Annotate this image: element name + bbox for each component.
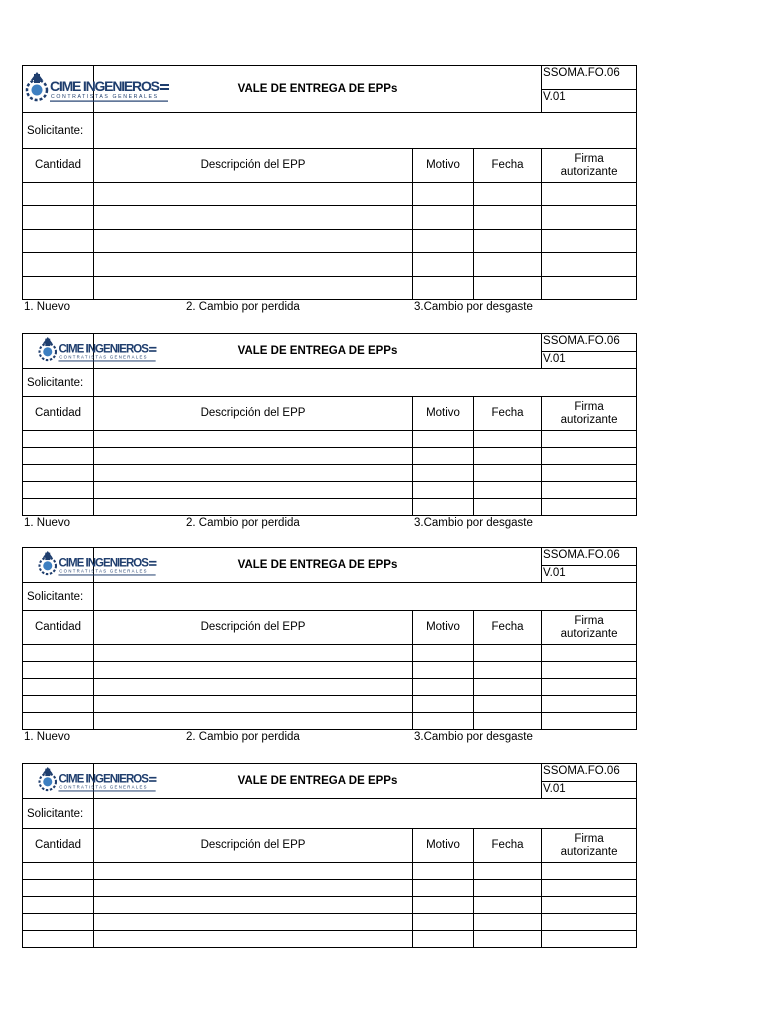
form-title: VALE DE ENTREGA DE EPPs (94, 764, 542, 799)
col-description: Descripción del EPP (94, 397, 413, 431)
cell-signature[interactable] (542, 880, 637, 897)
cell-reason[interactable] (413, 897, 474, 914)
cell-signature[interactable] (542, 679, 637, 696)
vale-table (22, 547, 637, 730)
vale-form-2 (22, 333, 636, 532)
col-reason: Motivo (413, 829, 474, 863)
table-row (23, 713, 637, 730)
logo-cell (23, 66, 159, 113)
requester-label: Solicitante: (23, 369, 94, 397)
col-date: Fecha (474, 611, 542, 645)
cell-signature[interactable] (542, 482, 637, 499)
col-date: Fecha (474, 397, 542, 431)
form-title: VALE DE ENTREGA DE EPPs (94, 66, 542, 113)
cell-description[interactable] (94, 431, 413, 448)
cell-signature[interactable] (542, 431, 637, 448)
cell-quantity[interactable] (23, 679, 94, 696)
form-code-text: SSOMA.FO.06 (543, 549, 620, 561)
table-row (23, 914, 637, 931)
vale-form-1 (22, 65, 636, 316)
form-code-text: SSOMA.FO.06 (543, 335, 620, 347)
table-row (23, 431, 637, 448)
cell-description[interactable] (94, 863, 413, 880)
col-signature-line1: Firma (574, 152, 604, 165)
table-row (23, 863, 637, 880)
cell-reason[interactable] (413, 696, 474, 713)
cell-date[interactable] (474, 482, 542, 499)
cell-date[interactable] (474, 880, 542, 897)
form-version-text: V.01 (543, 90, 566, 103)
cell-description[interactable] (94, 482, 413, 499)
cell-signature[interactable] (542, 696, 637, 713)
cell-reason[interactable] (413, 482, 474, 499)
col-signature (542, 829, 637, 863)
cell-quantity[interactable] (23, 499, 94, 516)
cell-signature[interactable] (542, 206, 637, 229)
col-signature-line2: autorizante (560, 165, 618, 178)
requester-label: Solicitante: (23, 583, 94, 611)
legend-option-2: 2. Cambio por perdida (186, 517, 300, 529)
cell-signature[interactable] (542, 931, 637, 948)
form-version (542, 351, 637, 369)
svg-text:CONTRATISTAS GENERALES: CONTRATISTAS GENERALES (51, 94, 159, 100)
cell-quantity[interactable] (23, 931, 94, 948)
cell-signature[interactable] (542, 183, 637, 206)
table-row (23, 253, 637, 276)
col-signature-line1: Firma (574, 614, 604, 627)
logo-cell (23, 548, 148, 583)
cell-signature[interactable] (542, 914, 637, 931)
cell-description[interactable] (94, 914, 413, 931)
cell-quantity[interactable] (23, 229, 94, 252)
cell-reason[interactable] (413, 499, 474, 516)
cell-quantity[interactable] (23, 465, 94, 482)
cell-quantity[interactable] (23, 482, 94, 499)
table-row (23, 448, 637, 465)
cell-reason[interactable] (413, 465, 474, 482)
form-version-text: V.01 (543, 566, 566, 579)
legend-option-2: 2. Cambio por perdida (186, 300, 300, 313)
col-signature-line1: Firma (574, 832, 604, 845)
form-version (542, 781, 637, 799)
vale-table (22, 763, 637, 948)
form-title: VALE DE ENTREGA DE EPPs (94, 548, 542, 583)
table-row (23, 206, 637, 229)
cell-reason[interactable] (413, 431, 474, 448)
requester-field[interactable] (94, 583, 637, 611)
col-signature (542, 611, 637, 645)
logo-cell (23, 764, 148, 799)
cell-date[interactable] (474, 499, 542, 516)
cell-date[interactable] (474, 253, 542, 276)
reason-legend (22, 730, 636, 746)
cell-quantity[interactable] (23, 897, 94, 914)
cell-reason[interactable] (413, 863, 474, 880)
cell-date[interactable] (474, 465, 542, 482)
cell-description[interactable] (94, 465, 413, 482)
cell-description[interactable] (94, 696, 413, 713)
cell-quantity[interactable] (23, 863, 94, 880)
requester-label: Solicitante: (23, 799, 94, 829)
cell-quantity[interactable] (23, 206, 94, 229)
form-version (542, 89, 637, 113)
form-code (542, 548, 637, 566)
cell-description[interactable] (94, 183, 413, 206)
svg-text:CONTRATISTAS GENERALES: CONTRATISTAS GENERALES (59, 784, 148, 790)
cell-description[interactable] (94, 897, 413, 914)
table-row (23, 662, 637, 679)
cell-reason[interactable] (413, 880, 474, 897)
cell-quantity[interactable] (23, 448, 94, 465)
cell-reason[interactable] (413, 679, 474, 696)
col-signature (542, 397, 637, 431)
col-signature-line2: autorizante (560, 845, 618, 858)
cell-signature[interactable] (542, 465, 637, 482)
col-signature-line1: Firma (574, 400, 604, 413)
cell-signature[interactable] (542, 253, 637, 276)
cell-date[interactable] (474, 229, 542, 252)
vale-table (22, 333, 637, 516)
cell-signature[interactable] (542, 229, 637, 252)
col-signature-line2: autorizante (560, 627, 618, 640)
company-logo (23, 72, 173, 106)
table-row (23, 465, 637, 482)
cell-description[interactable] (94, 645, 413, 662)
cell-date[interactable] (474, 662, 542, 679)
form-code-text: SSOMA.FO.06 (543, 765, 620, 777)
vale-form-3 (22, 547, 636, 746)
table-row (23, 679, 637, 696)
cell-description[interactable] (94, 448, 413, 465)
cell-date[interactable] (474, 431, 542, 448)
cell-quantity[interactable] (23, 431, 94, 448)
cell-reason[interactable] (413, 713, 474, 730)
col-reason: Motivo (413, 149, 474, 183)
cell-signature[interactable] (542, 499, 637, 516)
cell-reason[interactable] (413, 229, 474, 252)
reason-legend (22, 300, 636, 316)
form-version-text: V.01 (543, 782, 566, 795)
col-quantity: Cantidad (23, 611, 94, 645)
cell-date[interactable] (474, 931, 542, 948)
legend-option-1: 1. Nuevo (24, 517, 71, 529)
cell-quantity[interactable] (23, 696, 94, 713)
cell-description[interactable] (94, 662, 413, 679)
col-quantity: Cantidad (23, 149, 94, 183)
cell-reason[interactable] (413, 276, 474, 299)
form-version-text: V.01 (543, 352, 566, 365)
cell-date[interactable] (474, 914, 542, 931)
cell-reason[interactable] (413, 914, 474, 931)
requester-label: Solicitante: (23, 113, 94, 149)
cell-reason[interactable] (413, 206, 474, 229)
vale-form-4 (22, 763, 636, 948)
cell-description[interactable] (94, 880, 413, 897)
col-quantity: Cantidad (23, 397, 94, 431)
cell-date[interactable] (474, 897, 542, 914)
vale-table (22, 65, 637, 300)
col-quantity: Cantidad (23, 829, 94, 863)
cell-date[interactable] (474, 183, 542, 206)
legend-option-3: 3.Cambio por desgaste (414, 731, 533, 743)
col-signature-line2: autorizante (560, 413, 618, 426)
cell-description[interactable] (94, 206, 413, 229)
cell-quantity[interactable] (23, 645, 94, 662)
col-description: Descripción del EPP (94, 611, 413, 645)
cell-quantity[interactable] (23, 276, 94, 299)
col-signature (542, 149, 637, 183)
cell-date[interactable] (474, 645, 542, 662)
requester-field[interactable] (94, 369, 637, 397)
cell-reason[interactable] (413, 645, 474, 662)
form-code (542, 334, 637, 352)
cell-description[interactable] (94, 229, 413, 252)
svg-text:CIME INGENIEROS: CIME INGENIEROS (50, 78, 159, 94)
form-title: VALE DE ENTREGA DE EPPs (94, 334, 542, 369)
cell-signature[interactable] (542, 662, 637, 679)
cell-reason[interactable] (413, 183, 474, 206)
table-row (23, 880, 637, 897)
svg-text:CONTRATISTAS GENERALES: CONTRATISTAS GENERALES (59, 568, 148, 574)
table-row (23, 645, 637, 662)
cell-quantity[interactable] (23, 914, 94, 931)
table-row (23, 499, 637, 516)
legend-option-2: 2. Cambio por perdida (186, 731, 300, 743)
table-row (23, 696, 637, 713)
col-reason: Motivo (413, 397, 474, 431)
requester-field[interactable] (94, 113, 637, 149)
cell-signature[interactable] (542, 863, 637, 880)
col-date: Fecha (474, 829, 542, 863)
cell-quantity[interactable] (23, 253, 94, 276)
cell-description[interactable] (94, 253, 413, 276)
cell-reason[interactable] (413, 448, 474, 465)
svg-text:CIME INGENIEROS: CIME INGENIEROS (58, 343, 148, 356)
cell-quantity[interactable] (23, 183, 94, 206)
svg-text:CIME INGENIEROS: CIME INGENIEROS (58, 773, 148, 786)
cell-description[interactable] (94, 713, 413, 730)
cell-reason[interactable] (413, 662, 474, 679)
cell-description[interactable] (94, 276, 413, 299)
table-row (23, 482, 637, 499)
form-code-text: SSOMA.FO.06 (543, 67, 620, 79)
reason-legend (22, 516, 636, 532)
cell-date[interactable] (474, 206, 542, 229)
form-version (542, 565, 637, 583)
logo-cell (23, 334, 148, 369)
table-row (23, 183, 637, 206)
requester-field[interactable] (94, 799, 637, 829)
cell-description[interactable] (94, 679, 413, 696)
cell-date[interactable] (474, 448, 542, 465)
cell-quantity[interactable] (23, 713, 94, 730)
legend-option-1: 1. Nuevo (24, 731, 71, 743)
table-row (23, 276, 637, 299)
form-code (542, 764, 637, 782)
table-row (23, 931, 637, 948)
cell-quantity[interactable] (23, 880, 94, 897)
cell-signature[interactable] (542, 645, 637, 662)
col-description: Descripción del EPP (94, 149, 413, 183)
cell-signature[interactable] (542, 713, 637, 730)
legend-option-1: 1. Nuevo (24, 300, 71, 313)
cell-signature[interactable] (542, 448, 637, 465)
col-description: Descripción del EPP (94, 829, 413, 863)
cell-description[interactable] (94, 931, 413, 948)
col-date: Fecha (474, 149, 542, 183)
cell-date[interactable] (474, 713, 542, 730)
cell-date[interactable] (474, 276, 542, 299)
cell-date[interactable] (474, 863, 542, 880)
cell-signature[interactable] (542, 276, 637, 299)
cell-quantity[interactable] (23, 662, 94, 679)
col-reason: Motivo (413, 611, 474, 645)
cell-date[interactable] (474, 696, 542, 713)
cell-reason[interactable] (413, 931, 474, 948)
cell-description[interactable] (94, 499, 413, 516)
cell-reason[interactable] (413, 253, 474, 276)
form-code (542, 66, 637, 90)
legend-option-3: 3.Cambio por desgaste (414, 517, 533, 529)
cell-date[interactable] (474, 679, 542, 696)
svg-text:CIME INGENIEROS: CIME INGENIEROS (58, 557, 148, 570)
svg-text:CONTRATISTAS GENERALES: CONTRATISTAS GENERALES (59, 354, 148, 360)
legend-option-3: 3.Cambio por desgaste (414, 300, 533, 313)
table-row (23, 897, 637, 914)
cell-signature[interactable] (542, 897, 637, 914)
table-row (23, 229, 637, 252)
